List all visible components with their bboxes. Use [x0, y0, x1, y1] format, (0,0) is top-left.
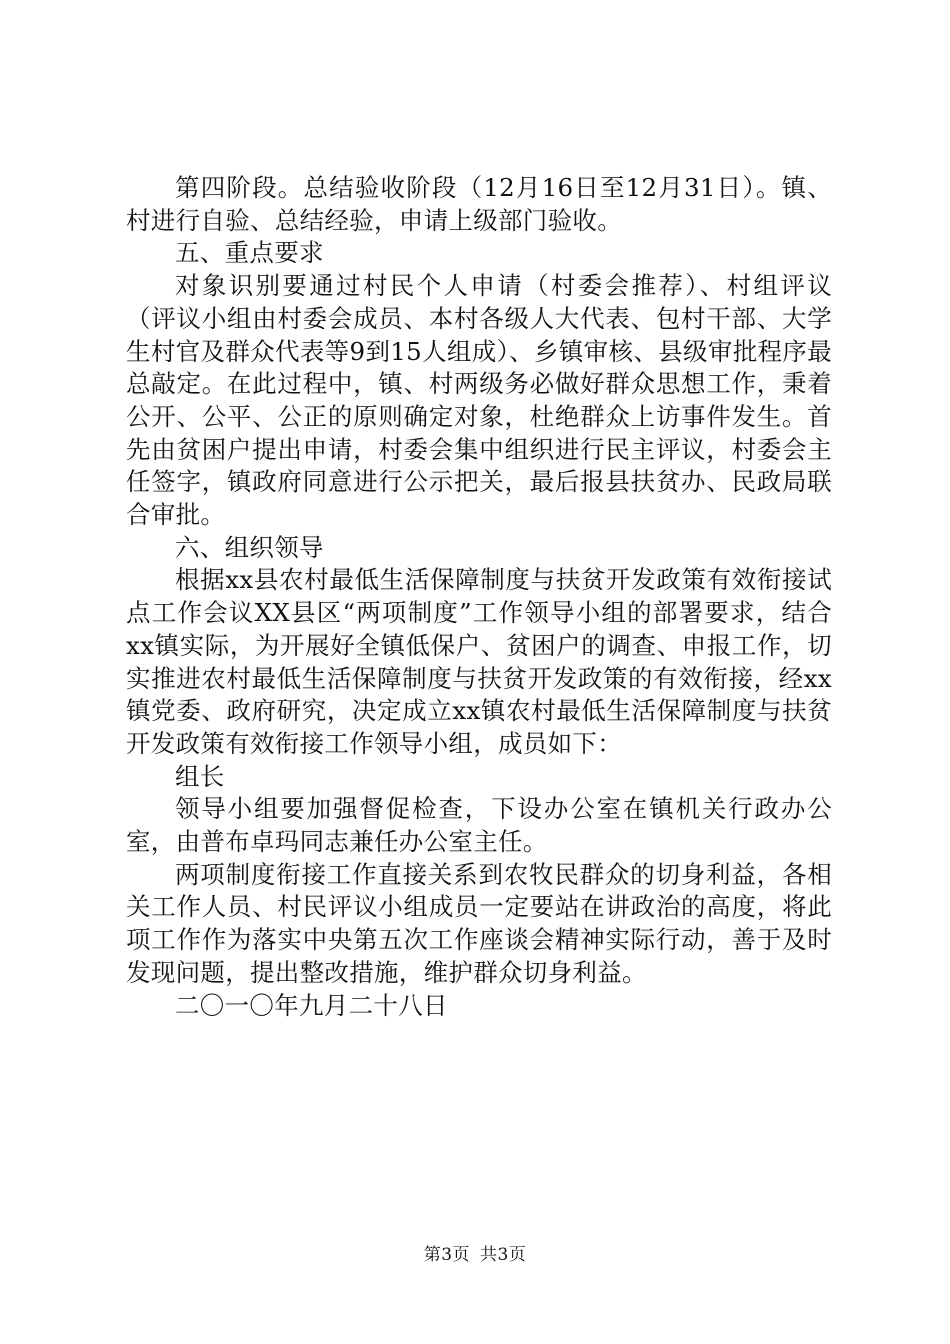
heading-organization-leadership: 六、组织领导: [175, 532, 324, 562]
page-total: 共3页: [479, 1245, 527, 1265]
paragraph-stage-four: 第四阶段。总结验收阶段（12月16日至12月31日）。镇、村进行自验、总结经验，申请上级部门验收。: [126, 173, 832, 235]
page-number: 第3页: [423, 1245, 471, 1265]
document-date: 二〇一〇年九月二十八日: [175, 990, 448, 1020]
paragraph-office-setup: 领导小组要加强督促检查，下设办公室在镇机关行政办公室，由普布卓玛同志兼任办公室主任。: [126, 794, 832, 857]
paragraph-target-identification: 对象识别要通过村民个人申请（村委会推荐）、村组评议（评议小组由村委会成员、本村各级人大代表、包村干部、大学生村官及群众代表等9到15人组成）、乡镇审核、县级审批程序最总敲定。在此过程中，镇、村两级务必做好群众思想工作，秉着公开、公平、公正的原则确定对象，杜绝群众上访事件发生。首先由贫困户提出申请，村委会集中组织进行民主评议，村委会主任签字，镇政府同意进行公示把关，最后报县扶贫办、民政局联合审批。: [126, 271, 832, 530]
heading-key-requirements: 五、重点要求: [175, 238, 324, 268]
page-footer: [0, 1244, 950, 1266]
document-body: [126, 172, 832, 1022]
paragraph-importance: 两项制度衔接工作直接关系到农牧民群众的切身利益，各相关工作人员、村民评议小组成员一定要站在讲政治的高度，将此项工作作为落实中央第五次工作座谈会精神实际行动，善于及时发现问题，提出整改措施，维护群众切身利益。: [126, 859, 832, 987]
paragraph-leading-group-setup: 根据xx县农村最低生活保障制度与扶贫开发政策有效衔接试点工作会议XX县区“两项制度”工作领导小组的部署要求，结合xx镇实际，为开展好全镇低保户、贫困户的调查、申报工作，切实推进农村最低生活保障制度与扶贫开发政策的有效衔接，经xx镇党委、政府研究，决定成立xx镇农村最低生活保障制度与扶贫开发政策有效衔接工作领导小组，成员如下：: [126, 565, 832, 758]
label-group-leader: 组长: [175, 761, 225, 791]
